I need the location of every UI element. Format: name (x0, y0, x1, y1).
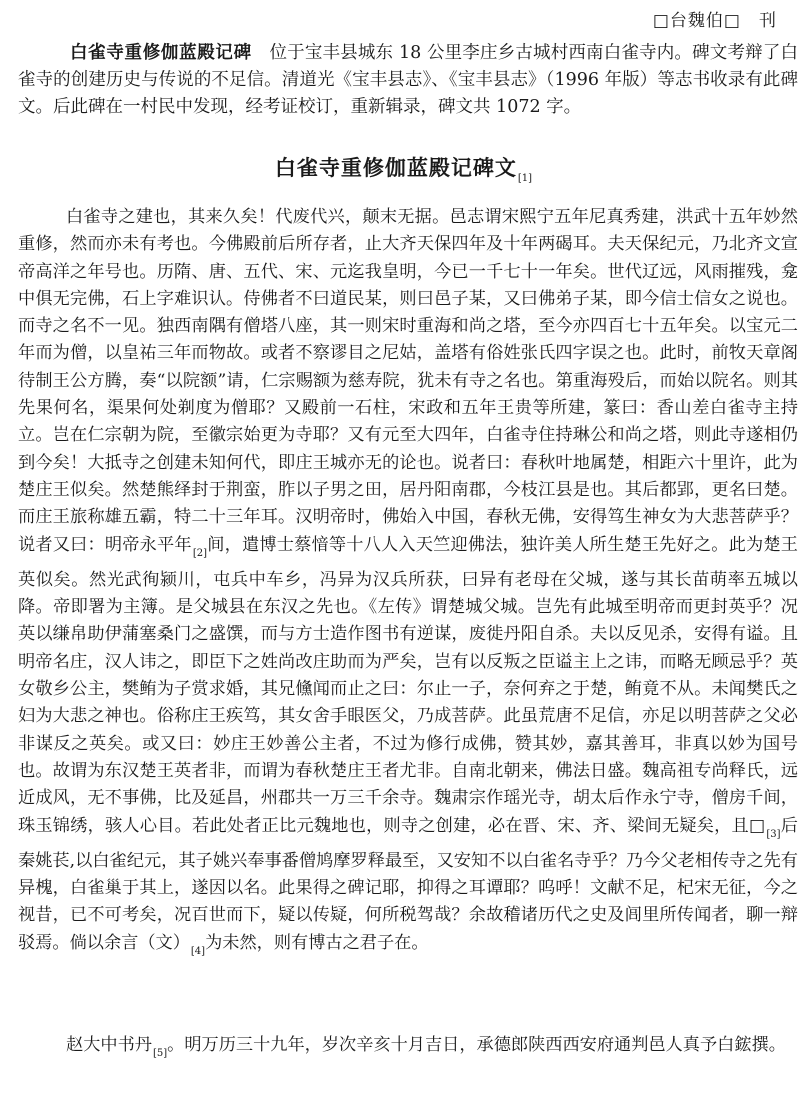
inscription-body (18, 204, 798, 965)
closing-segment-1: 赵大中书丹 (66, 1035, 152, 1055)
footnote-marker-2: [2] (192, 547, 207, 559)
body-segment-1: 白雀寺之建也，其来久矣！代废代兴，颠末无据。邑志谓宋熙宁五年尼真秀建，洪武十五年妙然重修，然而亦未有考也。今佛殿前后所存者，止大齐天保四年及十年两碣耳。夫天保纪元，乃北齐文宣帝高洋之年号也。历隋、唐、五代、宋、元迄我皇明，今已一千七十一年矣。世代辽远，风雨摧残，龛中俱无完佛，石上字难识认。侍佛者不曰道民某，则曰邑子某，又曰佛弟子某，即今信士信女之说也。而寺之名不一见。独西南隅有僧塔八座，其一则宋时重海和尚之塔，至今亦四百七十五年矣。以宝元二年而为僧，以皇祐三年而物故。或者不察谬目之尼姑，盖塔有俗姓张氏四字误之也。此时，前牧天章阁待制王公方腾，奏“以院额”请，仁宗赐额为慈寿院，犹未有寺之名也。第重海殁后，而始以院名。则其先果何名，渠果何处剃度为僧耶？又殿前一石柱，宋政和五年王贵等所建，篆曰：香山差白雀寺主持立。岂在仁宗朝为院，至徽宗始更为寺耶？又有元至大四年，白雀寺住持琳公和尚之塔，则此寺遂相仍到今矣！大抵寺之创建未知何代，即庄王城亦无的论也。说者曰：春秋叶地属楚，相距六十里许，此为楚庄王似矣。然楚熊绎封于荆蛮，胙以子男之田，居丹阳南郡，今枝江县是也。其后都郢，更名曰楚。而庄王旅称雄五霸，特二十三年耳。汉明帝时，佛始入中国，春秋无佛，安得笃生神女为大悲菩萨乎？说者又曰：明帝永平年 (18, 207, 798, 555)
closing-paragraph (18, 1032, 798, 1067)
body-segment-2: 间，遣博士蔡愔等十八人入天竺迎佛法，独许美人所生楚王先好之。此为楚王英似矣。然光武徇颍川，屯兵中车乡，冯异为汉兵所获，曰异有老母在父城，遂与其长苗萌率五城以降。帝即署为主簿。是父城县在东汉之先也。《左传》谓楚城父城。岂先有此城至明帝而更封英乎？况英以缣帛助伊蒲塞桑门之盛馔，而与方士造作图书有逆谋，废徙丹阳自杀。夫以反见杀，安得有谥。且明帝名庄，汉人讳之，即臣下之姓尚改庄助而为严矣，岂有以反叛之臣谥主上之讳，而略无顾忌乎？英女敬乡公主，樊鲔为子赏求婚，其兄儵闻而止之曰：尔止一子，奈何弃之于楚，鲔竟不从。未闻樊氏之妇为大悲之神也。俗称庄王疾笃，其女舍手眼医父，乃成菩萨。此虽荒唐不足信，亦足以明菩萨之父必非谋反之英矣。或又曰：妙庄王妙善公主者，不过为修行成佛，赞其妙，嘉其善耳，非真以妙为国号也。故谓为东汉楚王英者非，而谓为春秋楚庄王者尤非。自南北朝来，佛法日盛。魏高祖专尚释氏，远近成风，无不事佛，比及延昌，州郡共一万三千余寺。魏肃宗作瑶光寺，胡太后作永宁寺，僧房千间，珠玉锦绣，骇人心目。若此处者正比元魏地也，则寺之创建，必在晋、宋、齐、梁间无疑矣，且□ (18, 534, 798, 836)
intro-paragraph (18, 40, 798, 121)
closing-segment-2: 。明万历三十九年，岁次辛亥十月吉日，承德郎陕西西安府通判邑人真予白鋐撰。 (167, 1035, 786, 1055)
intro-lead-title: 白雀寺重修伽蓝殿记碑 (70, 43, 252, 63)
publisher-header: □台魏伯□ 刊 (652, 11, 777, 31)
footnote-marker-3: [3] (766, 828, 781, 840)
title-text: 白雀寺重修伽蓝殿记碑文 (274, 156, 517, 180)
inscription-title (0, 152, 807, 184)
intro-text: 位于宝丰县城东 18 公里李庄乡古城村西南白雀寺内。碑文考辩了白雀寺的创建历史与传说的不足信。清道光《宝丰县志》、《宝丰县志》（1996 年版）等志书收录有此碑文。后此碑在一村民中发现，经考证校订，重新辑录，碑文共 1072 字。 (18, 43, 798, 117)
footnote-marker-1: [1] (517, 173, 533, 184)
body-segment-3: 后秦姚苌,以白雀纪元，其子姚兴奉事番僧鸠摩罗释最至，又安知不以白雀名寺乎？乃今父老相传寺之先有异槐，白雀巢于其上，遂因以名。此果得之碑记耶，抑得之耳谭耶？呜呼！文献不足，杞宋无征，今之视昔，已不可考矣，况百世而下，疑以传疑，何所税驾哉？余故稽诸历代之史及闾里所传闻者，聊一辩驳焉。倘以余言（文） (18, 815, 798, 953)
body-segment-4: 为未然，则有博古之君子在。 (205, 932, 429, 953)
footnote-marker-5: [5] (152, 1048, 168, 1059)
footnote-marker-4: [4] (190, 945, 206, 957)
